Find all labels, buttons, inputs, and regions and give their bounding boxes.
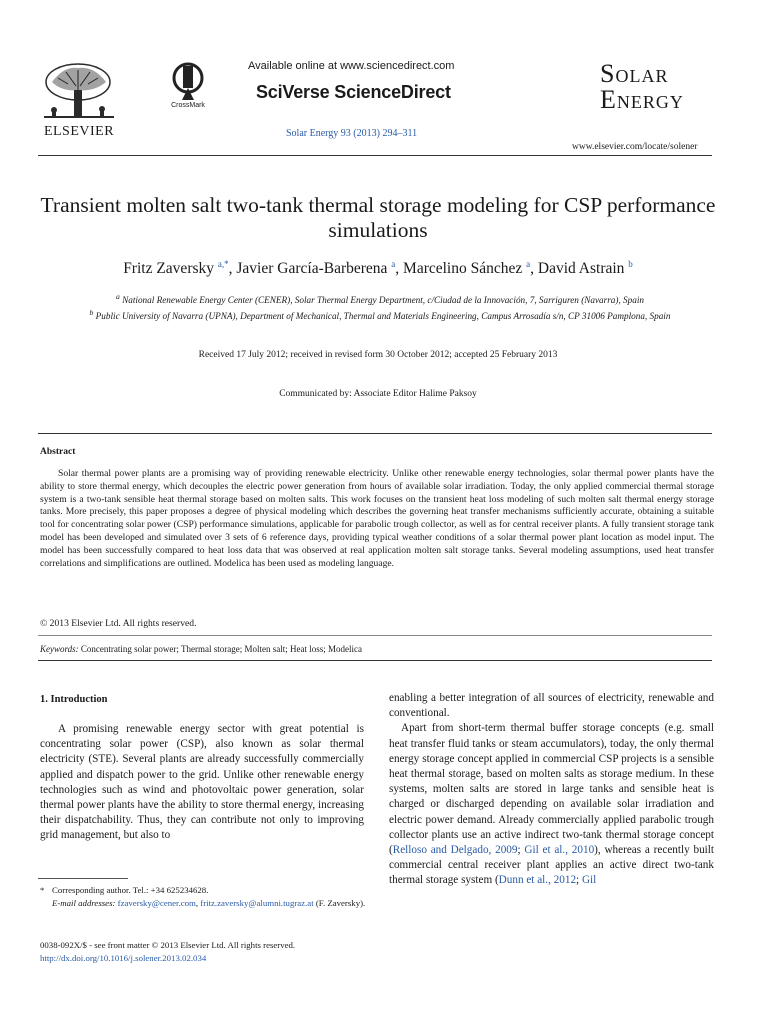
abstract-copyright: © 2013 Elsevier Ltd. All rights reserved. bbox=[40, 618, 197, 629]
author-name: Javier García-Barberena bbox=[236, 260, 388, 278]
crossmark-label: CrossMark bbox=[171, 102, 205, 109]
journal-cap-s: S bbox=[600, 59, 616, 88]
affiliation-a bbox=[80, 291, 680, 307]
intro-right-column bbox=[389, 691, 714, 889]
corresponding-author-text: Corresponding author. Tel.: +34 625234628. bbox=[52, 885, 209, 895]
paragraph-text: ), whereas a recently built commercial central receiver plant applies an active direct two-tank thermal storage system ( bbox=[389, 844, 714, 887]
section-heading-introduction: 1. Introduction bbox=[40, 694, 108, 705]
journal-cap-e: E bbox=[600, 85, 617, 114]
email-separator: , bbox=[195, 897, 201, 908]
issn-line: 0038-092X/$ - see front matter © 2013 Elsevier Ltd. All rights reserved. bbox=[40, 940, 296, 950]
affiliation-mark: b bbox=[89, 307, 94, 317]
crossmark-icon[interactable] bbox=[172, 62, 204, 106]
available-online-text: Available online at www.sciencedirect.com bbox=[248, 60, 455, 72]
paragraph-text: Apart from short-term thermal buffer storage concepts (e.g. small heat transfer fluid tanks or steam accumulators), today, the only thermal energy storage concept applied in commercial CSP projects is a sensible heat thermal storage, based on molten salts as storage medium. In these systems, molten salts are stored in large tanks and sensible heat is charged or discharged depending on available solar irradiation and electric power demand. Already commercially applied parabolic trough collector plants use an active indirect two-tank thermal storage concept ( bbox=[389, 722, 714, 857]
journal-word-nergy: NERGY bbox=[616, 92, 684, 112]
journal-citation-link[interactable]: Solar Energy 93 (2013) 294–311 bbox=[286, 128, 418, 139]
doi-link[interactable]: http://dx.doi.org/10.1016/j.solener.2013.02.034 bbox=[40, 952, 207, 963]
abstract-top-divider bbox=[38, 433, 712, 434]
sciverse-sciencedirect-brand: SciVerse ScienceDirect bbox=[256, 82, 451, 102]
keywords bbox=[40, 644, 362, 654]
author-affiliation-mark[interactable]: a bbox=[391, 259, 396, 269]
reference-link[interactable]: Dunn et al., 2012 bbox=[498, 874, 577, 887]
author-affiliation-mark[interactable]: a bbox=[526, 259, 531, 269]
author-name: Marcelino Sánchez bbox=[403, 260, 523, 278]
journal-title bbox=[600, 59, 720, 114]
email-label: E-mail addresses: bbox=[52, 897, 116, 908]
reference-link[interactable]: Gil et al., 2010 bbox=[524, 844, 595, 857]
abstract-text: Solar thermal power plants are a promising way of providing renewable electricity. Unlike other renewable energy technologies, solar thermal power plants have the ability to store thermal energy, which decouples the electric power generation from hours of available solar irradiation. Today, the only applied commercial thermal storage system is a two-tank sensible heat thermal storage based on molten salts. This work focuses on the transient heat loss modeling of such molten salt thermal energy storage tanks. More precisely, this paper proposes a degree of physical modeling which describes the governing heat transfer mechanisms sufficiently accurate, obtaining a suitable tool for concentrating solar power (CSP) performance simulations, applicable for parabolic trough collector, as well as for central receiver plants. A fully transient storage tank model has been developed and simulated over 3 sets of 6 reference days, providing typical weather conditions of a solar thermal power plant location as model input. The model has been successfully compared to heat loss data that was observed at real application molten salt storage tanks. Several modeling assumptions, used heat transfer correlations and simplifications are outlined. Modelica has been used as modeling language. bbox=[40, 468, 714, 569]
header-divider bbox=[38, 155, 712, 156]
reference-separator: ; bbox=[517, 844, 525, 857]
email-link[interactable]: fritz.zaversky@alumni.tugraz.at bbox=[200, 897, 314, 908]
reference-link[interactable]: Relloso and Delgado, 2009 bbox=[392, 844, 518, 857]
keywords-label: Keywords: bbox=[40, 644, 79, 654]
reference-separator: ; bbox=[576, 874, 582, 887]
abstract-bottom-divider bbox=[38, 660, 712, 661]
author-affiliation-mark[interactable]: b bbox=[628, 259, 633, 269]
abstract-heading: Abstract bbox=[40, 447, 76, 457]
affiliation-mark: a bbox=[116, 292, 120, 301]
email-link[interactable]: fzaversky@cener.com bbox=[117, 897, 196, 908]
footnote-symbol: * bbox=[40, 885, 45, 895]
reference-link[interactable]: Gil bbox=[581, 874, 597, 887]
keywords-divider bbox=[38, 635, 712, 636]
keywords-list: Concentrating solar power; Thermal storage; Molten salt; Heat loss; Modelica bbox=[80, 644, 362, 654]
article-title: Transient molten salt two-tank thermal storage modeling for CSP performance simulations bbox=[40, 193, 716, 242]
intro-right-paragraph-2 bbox=[389, 721, 714, 888]
affiliations bbox=[80, 291, 680, 322]
author-name: Fritz Zaversky bbox=[123, 260, 215, 278]
affiliation-text: National Renewable Energy Center (CENER), Solar Thermal Energy Department, c/Ciudad de la Innovación, 7, Sarriguren (Navarra), Spain bbox=[122, 295, 644, 306]
received-dates: Received 17 July 2012; received in revised form 30 October 2012; accepted 25 February 2013 bbox=[198, 350, 558, 360]
corresponding-author-footnote bbox=[40, 884, 370, 909]
journal-url[interactable]: www.elsevier.com/locate/solener bbox=[572, 142, 698, 152]
affiliation-b bbox=[80, 307, 680, 323]
publisher-name: ELSEVIER bbox=[43, 124, 115, 139]
author-affiliation-mark[interactable]: a,* bbox=[217, 259, 229, 269]
author-list: Fritz Zaversky $^{a,*}$, Javier García-Barberena $^a$, Marcelino Sánchez $^a$, David Astrain $^b$ bbox=[123, 259, 633, 278]
intro-left-paragraph: A promising renewable energy sector with great potential is concentrating solar power (CSP), also known as solar thermal electricity (STE). Several plants are already successfully commercially applied and dispatch power to the grid. Unlike other renewable energy technologies such as wind and photovoltaic power generation, solar thermal power plants have the ability to store thermal energy, increasing their dispatchability. Thus, they can contribute not only to improving grid management, but also to bbox=[40, 723, 364, 842]
author-name: David Astrain bbox=[537, 260, 625, 278]
issn-block bbox=[40, 939, 370, 964]
intro-right-paragraph-1: enabling a better integration of all sources of electricity, renewable and conventional. bbox=[389, 692, 714, 720]
communicated-by: Communicated by: Associate Editor Halime Paksoy bbox=[279, 389, 477, 399]
footnote-divider bbox=[38, 878, 128, 879]
journal-word-olar: OLAR bbox=[615, 66, 669, 86]
email-owner: (F. Zaversky). bbox=[313, 897, 366, 908]
affiliation-text: Public University of Navarra (UPNA), Department of Mechanical, Thermal and Materials Engineering, Campus Arrosadía s/n, CP 31006 Pamplona, Spain bbox=[95, 310, 671, 321]
